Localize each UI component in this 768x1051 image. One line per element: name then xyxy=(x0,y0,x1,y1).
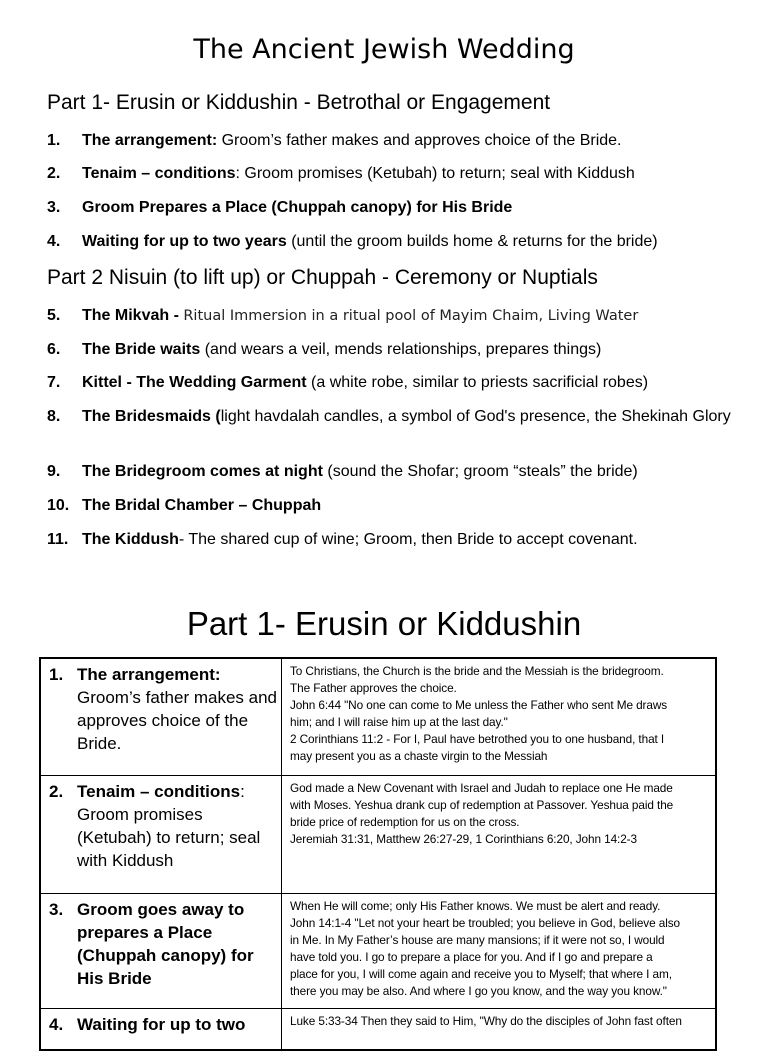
comparison-table xyxy=(39,657,717,1051)
list-item: 6. The Bride waits (and wears a veil, mends relationships, prepares things) xyxy=(47,341,602,358)
list-item: 11. The Kiddush- The shared cup of wine; Groom, then Bride to accept covenant. xyxy=(47,531,638,548)
list-item: 3. Groom Prepares a Place (Chuppah canopy) for His Bride xyxy=(47,199,513,216)
table-title: Part 1- Erusin or Kiddushin xyxy=(186,605,582,642)
table-cell-left: 2. Tenaim – conditions: Groom promises (Ketubah) to return; seal with Kiddush xyxy=(41,776,282,893)
table-cell-right: Luke 5:33-34 Then they said to Him, "Why do the disciples of John fast often xyxy=(290,1014,682,1028)
table-cell-left: 4. Waiting for up to two xyxy=(41,1009,282,1049)
table-row xyxy=(41,776,715,894)
list-item: 8. The Bridesmaids (light havdalah candles, a symbol of God's presence, the Shekinah Glory xyxy=(47,408,731,425)
table-cell-left: 1. The arrangement: Groom’s father makes and approves choice of the Bride. xyxy=(41,659,282,775)
table-row xyxy=(41,659,715,776)
table-row xyxy=(41,1009,715,1049)
table-cell-right: When He will come; only His Father knows. We must be alert and ready. John 14:1-4 "Let not your heart be troubled; you believe in God, believe also in Me. In My Father’s house are many mansions; if it were not so, I would have told you. I go to prepare a place for you. And if I go and prepare a place for you, I will come again and receive you to Myself; that where I am, there you may be also. And where I go you know, and the way you know." xyxy=(290,899,680,998)
table-row xyxy=(41,894,715,1009)
table-cell-left: 3. Groom goes away to prepares a Place (Chuppah canopy) for His Bride xyxy=(41,894,282,1008)
list-item: 4. Waiting for up to two years (until the groom builds home & returns for the bride) xyxy=(47,233,658,250)
page-title: The Ancient Jewish Wedding xyxy=(193,34,575,65)
table-cell-right: To Christians, the Church is the bride and the Messiah is the bridegroom. The Father approves the choice. John 6:44 "No one can come to Me unless the Father who sent Me draws him; and I will raise him up at the last day." 2 Corinthians 11:2 - For I, Paul have betrothed you to one husband, that I may present you as a chaste virgin to the Messiah xyxy=(290,664,668,763)
list-item: 5. The Mikvah - Ritual Immersion in a ritual pool of Mayim Chaim, Living Water xyxy=(47,307,639,324)
list-item: 10. The Bridal Chamber – Chuppah xyxy=(47,497,322,514)
table-cell-right: God made a New Covenant with Israel and Judah to replace one He made with Moses. Yeshua drank cup of redemption at Passover. Yeshua paid the bride price of redemption for us on the cross. Jeremiah 31:31, Matthew 26:27-29, 1 Corinthians 6:20, John 14:2-3 xyxy=(290,781,674,846)
list-item: 7. Kittel - The Wedding Garment (a white robe, similar to priests sacrificial robes) xyxy=(47,374,649,391)
list-item: 1. The arrangement: Groom’s father makes and approves choice of the Bride. xyxy=(47,132,622,149)
part1-heading: Part 1- Erusin or Kiddushin - Betrothal or Engagement xyxy=(47,91,551,114)
part2-heading: Part 2 Nisuin (to lift up) or Chuppah - Ceremony or Nuptials xyxy=(47,266,598,289)
list-item: 2. Tenaim – conditions: Groom promises (Ketubah) to return; seal with Kiddush xyxy=(47,165,635,182)
list-item: 9. The Bridegroom comes at night (sound the Shofar; groom “steals” the bride) xyxy=(47,463,638,480)
